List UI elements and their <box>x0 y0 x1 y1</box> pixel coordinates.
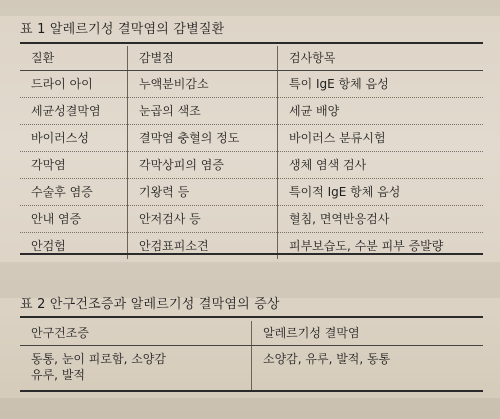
table-cell: 기왕력 등 <box>128 179 278 206</box>
cell-line: 동통, 눈이 피로함, 소양감 <box>31 352 166 366</box>
table1-bottom-rule <box>20 253 483 255</box>
table-cell: 각막상피의 염증 <box>128 152 278 179</box>
table-cell: 결막염 충혈의 정도 <box>128 125 278 152</box>
table1-header-disease: 질환 <box>20 46 128 71</box>
table-row <box>20 152 483 179</box>
table-cell: 혈침, 면역반응검사 <box>278 206 484 233</box>
table-cell: 드라이 아이 <box>20 71 128 98</box>
table-cell: 생체 염색 검사 <box>278 152 484 179</box>
table-cell: 눈곱의 색조 <box>128 98 278 125</box>
table-row <box>20 233 483 260</box>
bottom-bleed-band <box>0 398 500 419</box>
top-bleed-band <box>0 0 500 16</box>
table-row <box>20 71 483 98</box>
table-cell: 세균 배양 <box>278 98 484 125</box>
table1-header-test: 검사항목 <box>278 46 484 71</box>
table-cell <box>252 346 484 392</box>
table-row <box>20 179 483 206</box>
table-row <box>20 206 483 233</box>
cell-line: 소양감, 유루, 발적, 동통 <box>263 352 391 366</box>
table-cell: 각막염 <box>20 152 128 179</box>
table-cell: 피부보습도, 수분 피부 증발량 <box>278 233 484 260</box>
table-cell: 누액분비감소 <box>128 71 278 98</box>
table-cell: 안검표피소견 <box>128 233 278 260</box>
table2-header-allergic: 알레르기성 결막염 <box>252 321 484 346</box>
table2-header-dry-eye: 안구건조증 <box>20 321 252 346</box>
table-cell: 수술후 염증 <box>20 179 128 206</box>
table-cell: 바이러스 분류시험 <box>278 125 484 152</box>
table-cell: 안내 염증 <box>20 206 128 233</box>
symptom-comparison-table <box>20 321 483 391</box>
differential-diagnosis-table <box>20 46 483 259</box>
table2-top-rule <box>20 316 483 318</box>
table1-top-rule <box>20 42 483 44</box>
cell-line: 유루, 발적 <box>31 368 85 382</box>
table-cell <box>20 346 252 392</box>
table-cell: 바이러스성 <box>20 125 128 152</box>
table-cell: 특이 IgE 항체 음성 <box>278 71 484 98</box>
table1-caption: 표 1 알레르기성 결막염의 감별질환 <box>20 22 225 37</box>
table1-header-point: 감별점 <box>128 46 278 71</box>
table-cell: 안저검사 등 <box>128 206 278 233</box>
table-cell: 세균성결막염 <box>20 98 128 125</box>
table1-header-row <box>20 46 483 71</box>
table-row <box>20 98 483 125</box>
table-cell: 안검험 <box>31 239 66 253</box>
table-cell: 특이적 IgE 항체 음성 <box>278 179 484 206</box>
table2-bottom-rule <box>20 390 483 392</box>
table-row <box>20 125 483 152</box>
table2-caption: 표 2 안구건조증과 알레르기성 결막염의 증상 <box>20 297 280 312</box>
table-row <box>20 346 483 392</box>
table2-header-row <box>20 321 483 346</box>
